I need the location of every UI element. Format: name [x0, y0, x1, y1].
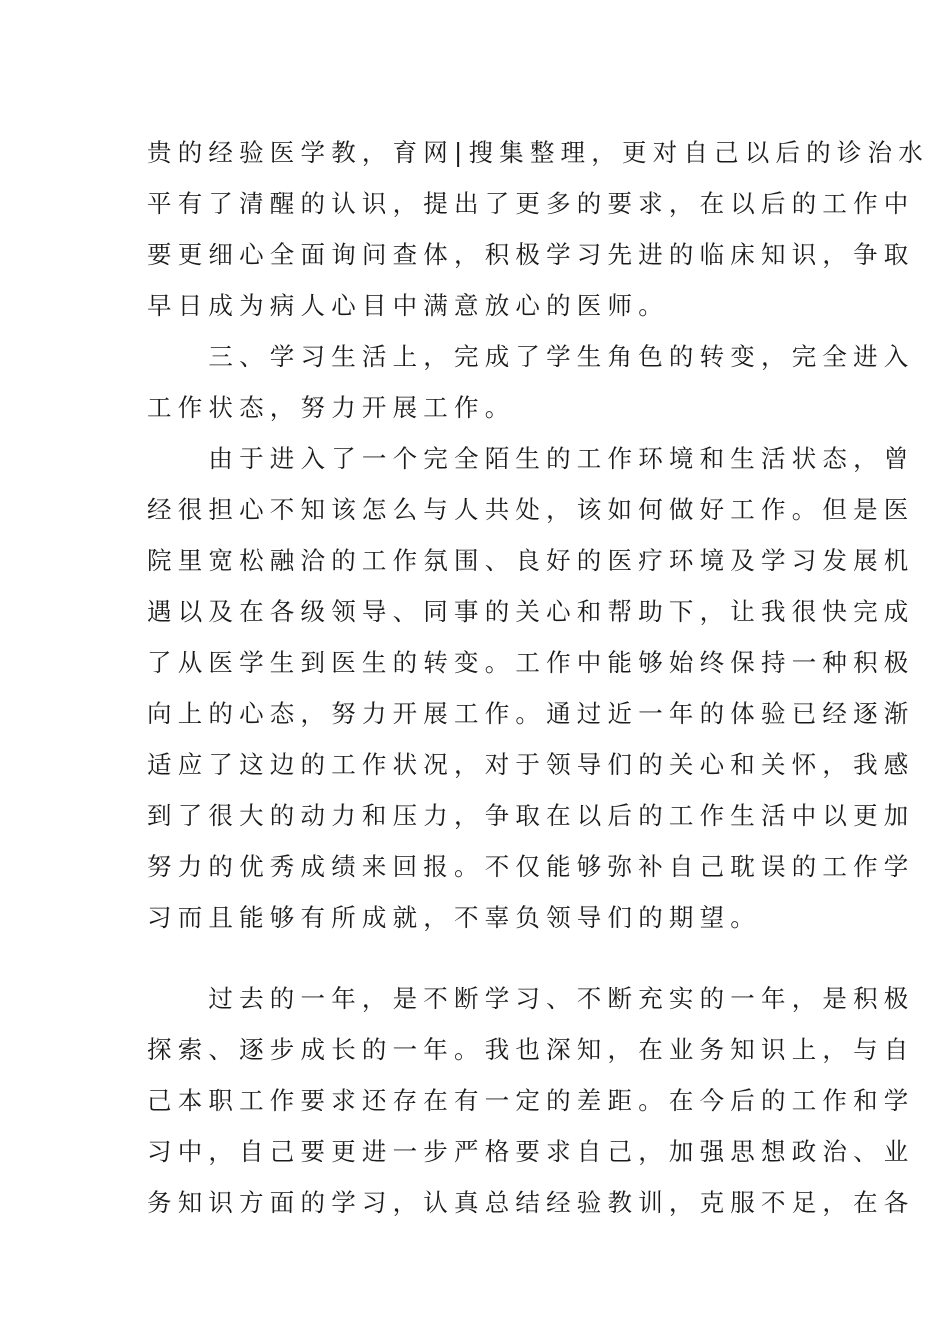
paragraph-1: [147, 127, 929, 331]
text-line: 习而且能够有所成就，不辜负领导们的期望。: [147, 903, 761, 932]
text-line: 探索、逐步成长的一年。我也深知，在业务知识上，与自: [147, 1035, 915, 1064]
section-heading-3: [147, 331, 915, 433]
text-line: 向上的心态，努力开展工作。通过近一年的体验已经逐渐: [147, 699, 915, 728]
text-line: 己本职工作要求还存在有一定的差距。在今后的工作和学: [147, 1086, 915, 1115]
text-line: 到了很大的动力和压力，争取在以后的工作生活中以更加: [147, 801, 915, 830]
text-line: 遇以及在各级领导、同事的关心和帮助下，让我很快完成: [147, 597, 915, 626]
text-line: 三、学习生活上，完成了学生角色的转变，完全进入: [147, 342, 915, 371]
text-line: 由于进入了一个完全陌生的工作环境和生活状态，曾: [147, 444, 915, 473]
text-line: 工作状态，努力开展工作。: [147, 393, 516, 422]
paragraph-2: [147, 433, 915, 943]
text-line: 务知识方面的学习，认真总结经验教训，克服不足，在各: [147, 1188, 915, 1217]
text-line: 努力的优秀成绩来回报。不仅能够弥补自己耽误的工作学: [147, 852, 915, 881]
text-line: 习中，自己要更进一步严格要求自己，加强思想政治、业: [147, 1137, 915, 1166]
paragraph-3: [147, 973, 915, 1228]
text-line: 适应了这边的工作状况，对于领导们的关心和关怀，我感: [147, 750, 915, 779]
text-line: 经很担心不知该怎么与人共处，该如何做好工作。但是医: [147, 495, 915, 524]
text-line: 早日成为病人心目中满意放心的医师。: [147, 291, 669, 320]
text-line: 贵的经验医学教，育网|搜集整理，更对自己以后的诊治水: [147, 138, 929, 167]
text-line: 平有了清醒的认识，提出了更多的要求，在以后的工作中: [147, 189, 915, 218]
text-line: 过去的一年，是不断学习、不断充实的一年，是积极: [147, 984, 915, 1013]
text-line: 了从医学生到医生的转变。工作中能够始终保持一种积极: [147, 648, 915, 677]
text-line: 要更细心全面询问查体，积极学习先进的临床知识，争取: [147, 240, 915, 269]
text-line: 院里宽松融洽的工作氛围、良好的医疗环境及学习发展机: [147, 546, 915, 575]
